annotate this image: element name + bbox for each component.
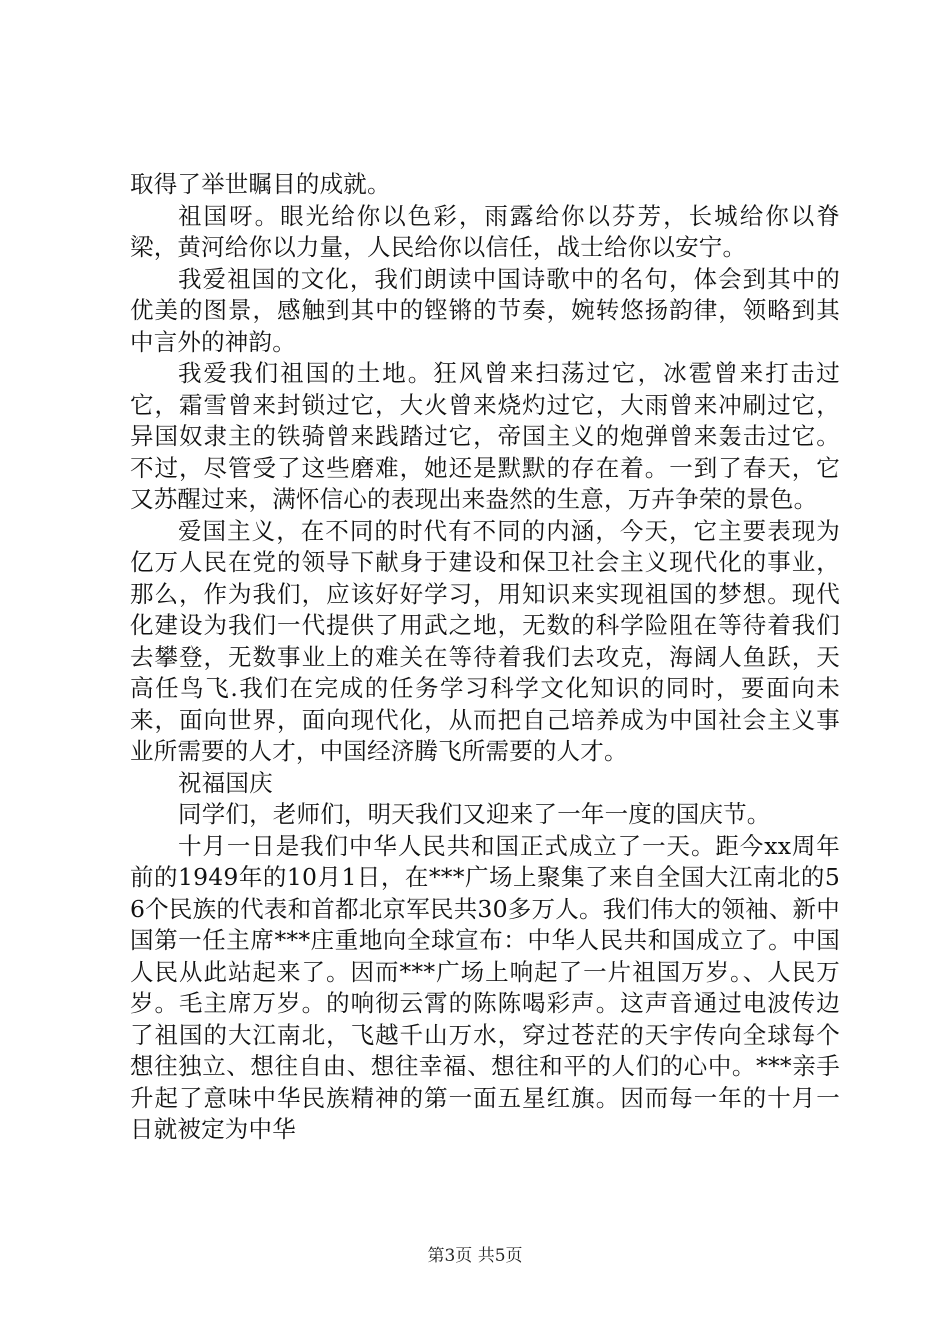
paragraph-2: 祖国呀。眼光给你以色彩，雨露给你以芬芳，长城给你以脊梁，黄河给你以力量，人民给你以信任，战士给你以安宁。 bbox=[130, 201, 840, 261]
paragraph-5: 爱国主义，在不同的时代有不同的内涵，今天，它主要表现为亿万人民在党的领导下献身于建设和保卫社会主义现代化的事业，那么，作为我们，应该好好学习，用知识来实现祖国的梦想。现代化建设为我们一代提供了用武之地，无数的科学险阻在等待着我们去攀登，无数事业上的难关在等待着我们去攻克，海阔人鱼跃，天高任鸟飞.我们在完成的任务学习科学文化知识的同时，要面向未来，面向世界，面向现代化，从而把自己培养成为中国社会主义事业所需要的人才，中国经济腾飞所需要的人才。 bbox=[130, 516, 840, 765]
page-number-footer: 第3页 共5页 bbox=[427, 1246, 523, 1266]
paragraph-8: 十月一日是我们中华人民共和国正式成立了一天。距今xx周年前的1949年的10月1日，在***广场上聚集了来自全国大江南北的56个民族的代表和首都北京军民共30多万人。我们伟大的领袖、新中国第一任主席***庄重地向全球宣布：中华人民共和国成立了。中国人民从此站起来了。因而***广场上响起了一片祖国万岁。、人民万岁。毛主席万岁。的响彻云霄的陈陈喝彩声。这声音通过电波传边了祖国的大江南北，飞越千山万水，穿过苍茫的天宇传向全球每个想往独立、想往自由、想往幸福、想往和平的人们的心中。***亲手升起了意味中华民族精神的第一面五星红旗。因而每一年的十月一日就被定为中华 bbox=[130, 831, 840, 1143]
paragraph-7: 同学们，老师们，明天我们又迎来了一年一度的国庆节。 bbox=[178, 800, 771, 828]
paragraph-1: 取得了举世瞩目的成就。 bbox=[130, 170, 391, 198]
paragraph-3: 我爱祖国的文化，我们朗读中国诗歌中的名句，体会到其中的优美的图景，感触到其中的铿锵的节奏，婉转悠扬韵律，领略到其中言外的神韵。 bbox=[130, 264, 840, 356]
body-text bbox=[130, 169, 840, 1146]
section-heading: 祝福国庆 bbox=[178, 768, 273, 797]
paragraph-4: 我爱我们祖国的土地。狂风曾来扫荡过它，冰雹曾来打击过它，霜雪曾来封锁过它，大火曾来烧灼过它，大雨曾来冲刷过它，异国奴隶主的铁骑曾来践踏过它，帝国主义的炮弹曾来轰击过它。不过，尽管受了这些磨难，她还是默默的存在着。一到了春天，它又苏醒过来，满怀信心的表现出来盎然的生意，万卉争荣的景色。 bbox=[130, 359, 840, 513]
